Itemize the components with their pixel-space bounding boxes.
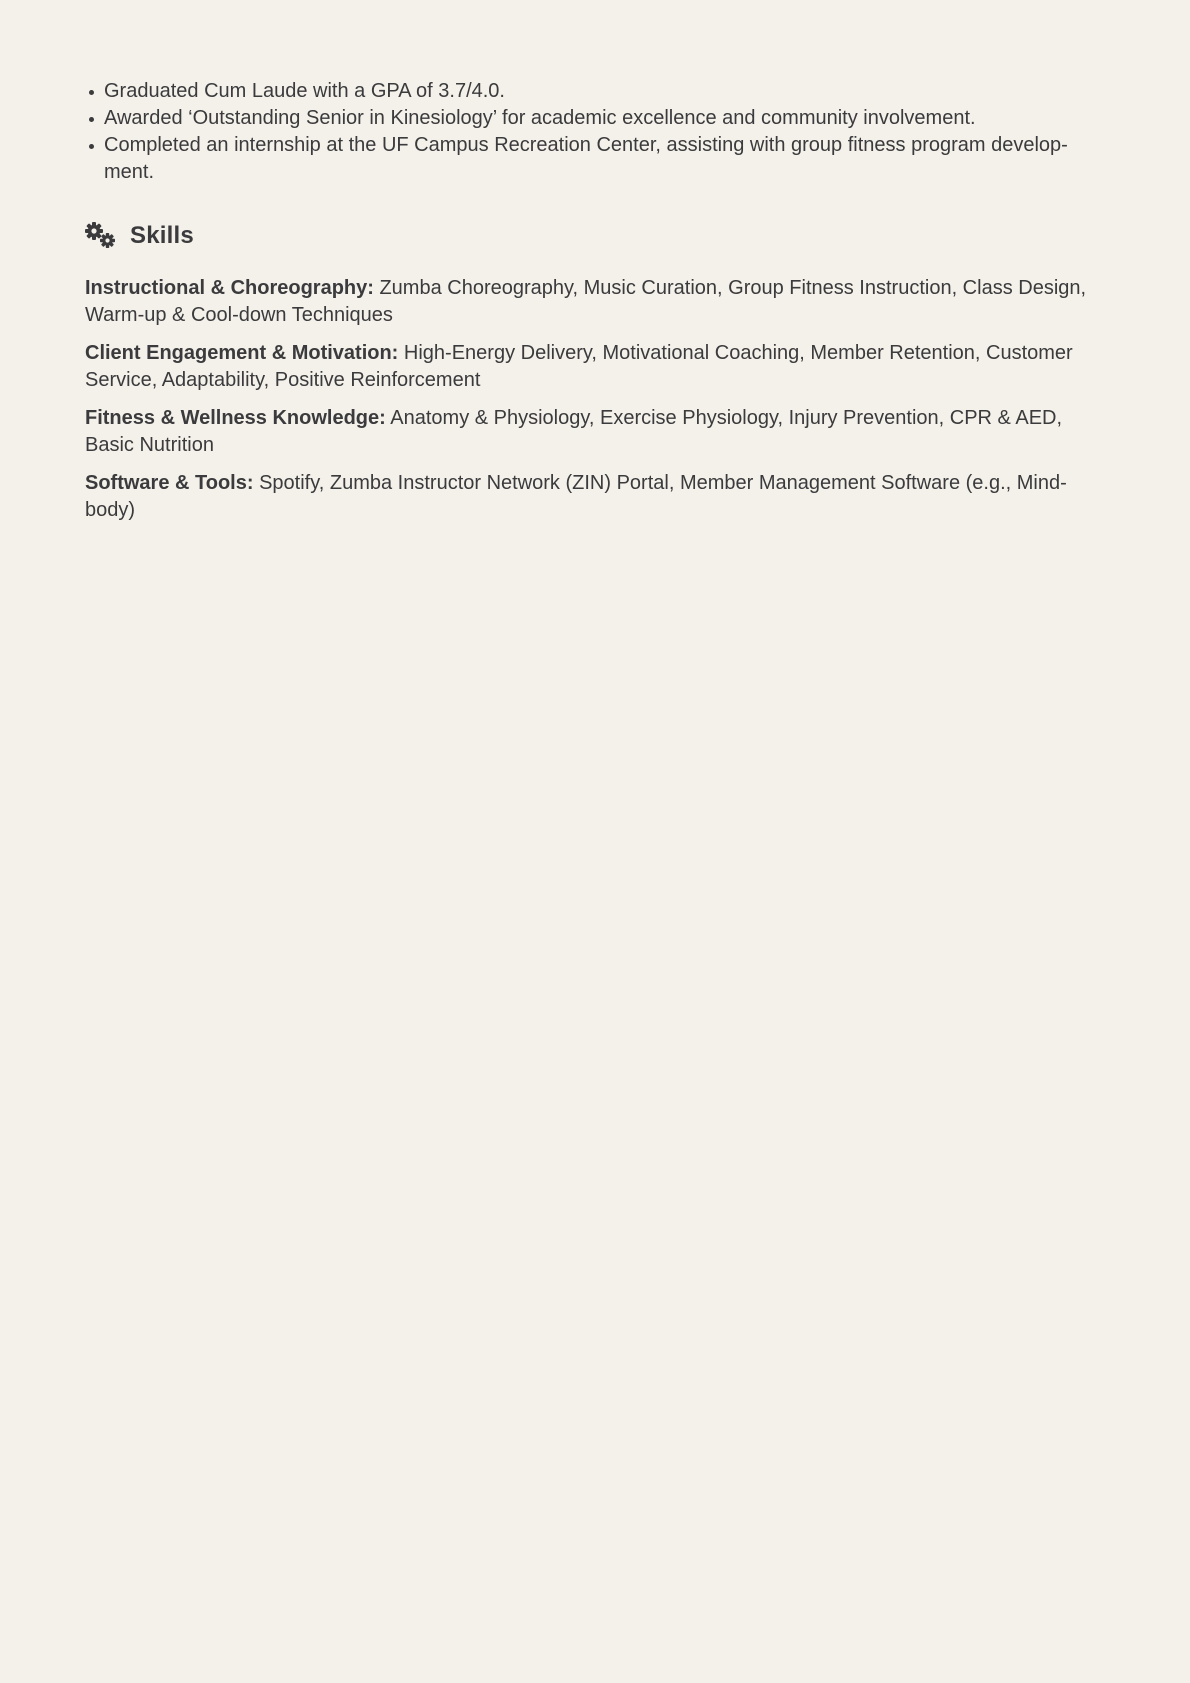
skill-values: Anatomy & Physiology, Exercise Physiology, Injury Prevention, CPR & AED, Basic Nutrition [85, 407, 1063, 456]
education-highlights-list [85, 78, 1105, 186]
skill-values: Spotify, Zumba Instructor Network (ZIN) Portal, Member Management Software (e.g., Mind-body) [85, 472, 1067, 521]
skill-label: Software & Tools: [85, 472, 254, 494]
skills-section-heading [85, 220, 1105, 252]
skill-row-client-engagement [85, 340, 1105, 394]
list-item: Graduated Cum Laude with a GPA of 3.7/4.0. [104, 78, 1105, 105]
skill-row-software-tools [85, 470, 1105, 524]
section-title: Skills [130, 222, 194, 249]
skill-label: Instructional & Choreography: [85, 277, 374, 299]
skill-row-fitness-wellness [85, 405, 1105, 459]
list-item: Completed an internship at the UF Campus Recreation Center, assisting with group fitness program develop-ment. [104, 132, 1105, 186]
list-item: Awarded ‘Outstanding Senior in Kinesiology’ for academic excellence and community involvement. [104, 105, 1105, 132]
skill-label: Client Engagement & Motivation: [85, 342, 399, 364]
skill-row-instructional [85, 275, 1105, 329]
skill-values: Zumba Choreography, Music Curation, Group Fitness Instruction, Class Design, Warm-up & Cool-down Techniques [85, 277, 1087, 326]
skill-label: Fitness & Wellness Knowledge: [85, 407, 386, 429]
skill-values: High-Energy Delivery, Motivational Coaching, Member Retention, Customer Service, Adaptability, Positive Reinforcement [85, 342, 1073, 391]
gears-icon [85, 222, 117, 250]
